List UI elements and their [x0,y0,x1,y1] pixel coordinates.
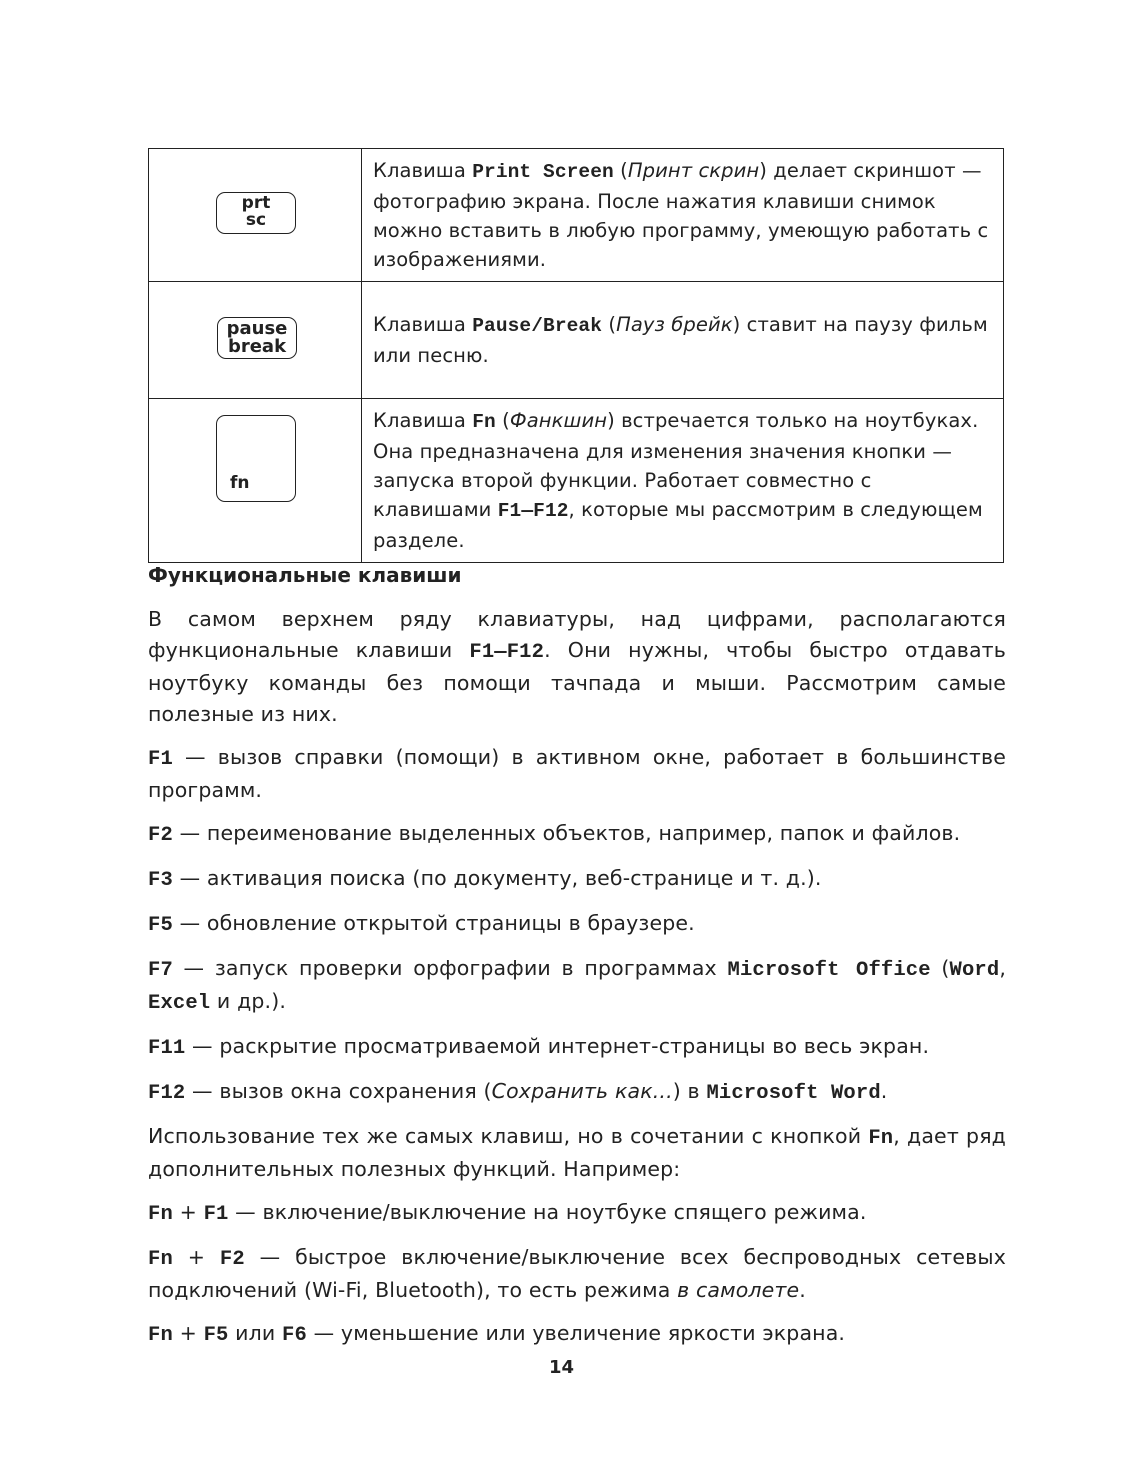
text: ( [930,956,950,980]
table-row-print-screen [149,149,1004,282]
key-name: F6 [282,1324,307,1347]
text: . [880,1079,888,1103]
fn-f5-paragraph [148,1318,1006,1351]
f3-paragraph [148,863,1006,896]
desc-text: ) встречается только на ноутбуках. Она предназначена для изменения значения кнопки — запуска второй функции. Работает совместно с клавишами [373,409,979,521]
text: , дает ряд дополнительных полезных функций. Например: [148,1124,1006,1181]
key-icon-cell [149,282,362,399]
key-description-table [148,148,1004,563]
table-row-pause-break [149,282,1004,399]
combo-intro-paragraph [148,1121,1006,1185]
key-name: F1 [203,1203,229,1226]
key-name: F1—F12 [497,500,569,522]
keycap-line: fn [230,473,250,493]
text: — раскрытие просматриваемой интернет-страницы во весь экран. [185,1034,930,1058]
desc-text: , которые мы рассмотрим в следующем разделе. [373,498,983,552]
desc-text: Клавиша [373,159,473,182]
desc-text: ( [495,409,510,432]
key-name: Fn [868,1127,894,1150]
text: + [172,1200,204,1224]
program-name: Microsoft Office [727,959,931,982]
text: — уменьшение или увеличение яркости экрана. [306,1321,846,1345]
body-text [148,604,1006,1363]
text: — вызов справки (помощи) в активном окне, работает в большинстве программ. [148,745,1006,802]
key-icon-cell [149,149,362,282]
text: — вызов окна сохранения ( [185,1079,492,1103]
key-name: Pause/Break [472,315,603,337]
key-description [362,399,1004,563]
text: — включение/выключение на ноутбуке спящего режима. [228,1200,867,1224]
key-name: F1—F12 [469,641,545,664]
text: + [172,1245,220,1269]
f7-paragraph [148,953,1006,1019]
desc-text: Клавиша [373,409,473,432]
key-name: Fn [472,411,496,433]
key-description [362,149,1004,282]
text: — активация поиска (по документу, веб-странице и т. д.). [172,866,822,890]
pause-break-key-icon [217,317,297,359]
keycap-line: sc [245,210,267,230]
print-screen-key-icon [216,192,296,234]
key-name: F12 [148,1082,186,1105]
text: и др.). [210,989,287,1013]
table-row-fn [149,399,1004,563]
key-name: F5 [203,1324,229,1347]
key-transliteration: Пауз брейк [616,313,733,336]
f1-paragraph [148,742,1006,806]
section-title: Функциональные клавиши [148,563,462,587]
key-name: F1 [148,748,173,771]
f11-paragraph [148,1031,1006,1064]
text: В самом верхнем ряду клавиатуры, над цифрами, располагаются функциональные клавиши [148,607,1006,662]
text: — быстрое включение/выключение всех беспроводных сетевых подключений (Wi-Fi, Bluetooth), то есть режима [148,1245,1006,1302]
f12-paragraph [148,1076,1006,1109]
text: + [172,1321,204,1345]
f5-paragraph [148,908,1006,941]
program-name: Microsoft Word [706,1082,881,1105]
fn-f1-paragraph [148,1197,1006,1230]
key-transliteration: Принт скрин [627,159,760,182]
key-name: Fn [148,1203,173,1226]
desc-text: ( [602,313,617,336]
text: ) в [672,1079,707,1103]
text: или [228,1321,283,1345]
intro-paragraph [148,604,1006,730]
keycap-line: pause [226,318,288,339]
key-transliteration: Фанкшин [509,409,608,432]
program-name: Word [949,959,1000,982]
desc-text: Клавиша [373,313,473,336]
keycap-line: prt [241,193,271,213]
keycap-line: break [227,336,287,357]
f2-paragraph [148,818,1006,851]
fn-key-icon [216,415,296,502]
key-name: Fn [148,1324,173,1347]
key-name: F7 [148,959,173,982]
text: Использование тех же самых клавиш, но в сочетании с кнопкой [148,1124,869,1148]
desc-text: ( [613,159,628,182]
key-name: F11 [148,1037,186,1060]
key-name: F3 [148,869,173,892]
mode-name: в самолете [677,1278,800,1302]
key-name: Print Screen [472,161,614,183]
key-icon-cell [149,399,362,563]
text: — обновление открытой страницы в браузере. [172,911,695,935]
fn-f2-paragraph [148,1242,1006,1306]
page-number: 14 [548,1357,575,1378]
key-name: Fn [148,1248,173,1271]
key-name: F2 [219,1248,245,1271]
text: , [999,956,1006,980]
text: . Они нужны, чтобы быстро отдавать ноутбуку команды без помощи тачпада и мыши. Рассмотрим самые полезные из них. [148,638,1006,726]
text: . [799,1278,806,1302]
menu-command: Сохранить как... [491,1079,673,1103]
desc-text: ) делает скриншот — фотографию экрана. После нажатия клавиши снимок можно вставить в любую программу, умеющую работать с изображениями. [373,159,989,271]
text: — запуск проверки орфографии в программах [172,956,728,980]
key-description [362,282,1004,399]
text: — переименование выделенных объектов, например, папок и файлов. [172,821,961,845]
key-name: F2 [148,824,173,847]
key-name: F5 [148,914,173,937]
program-name: Excel [148,992,211,1015]
desc-text: ) ставит на паузу фильм или песню. [373,313,988,367]
